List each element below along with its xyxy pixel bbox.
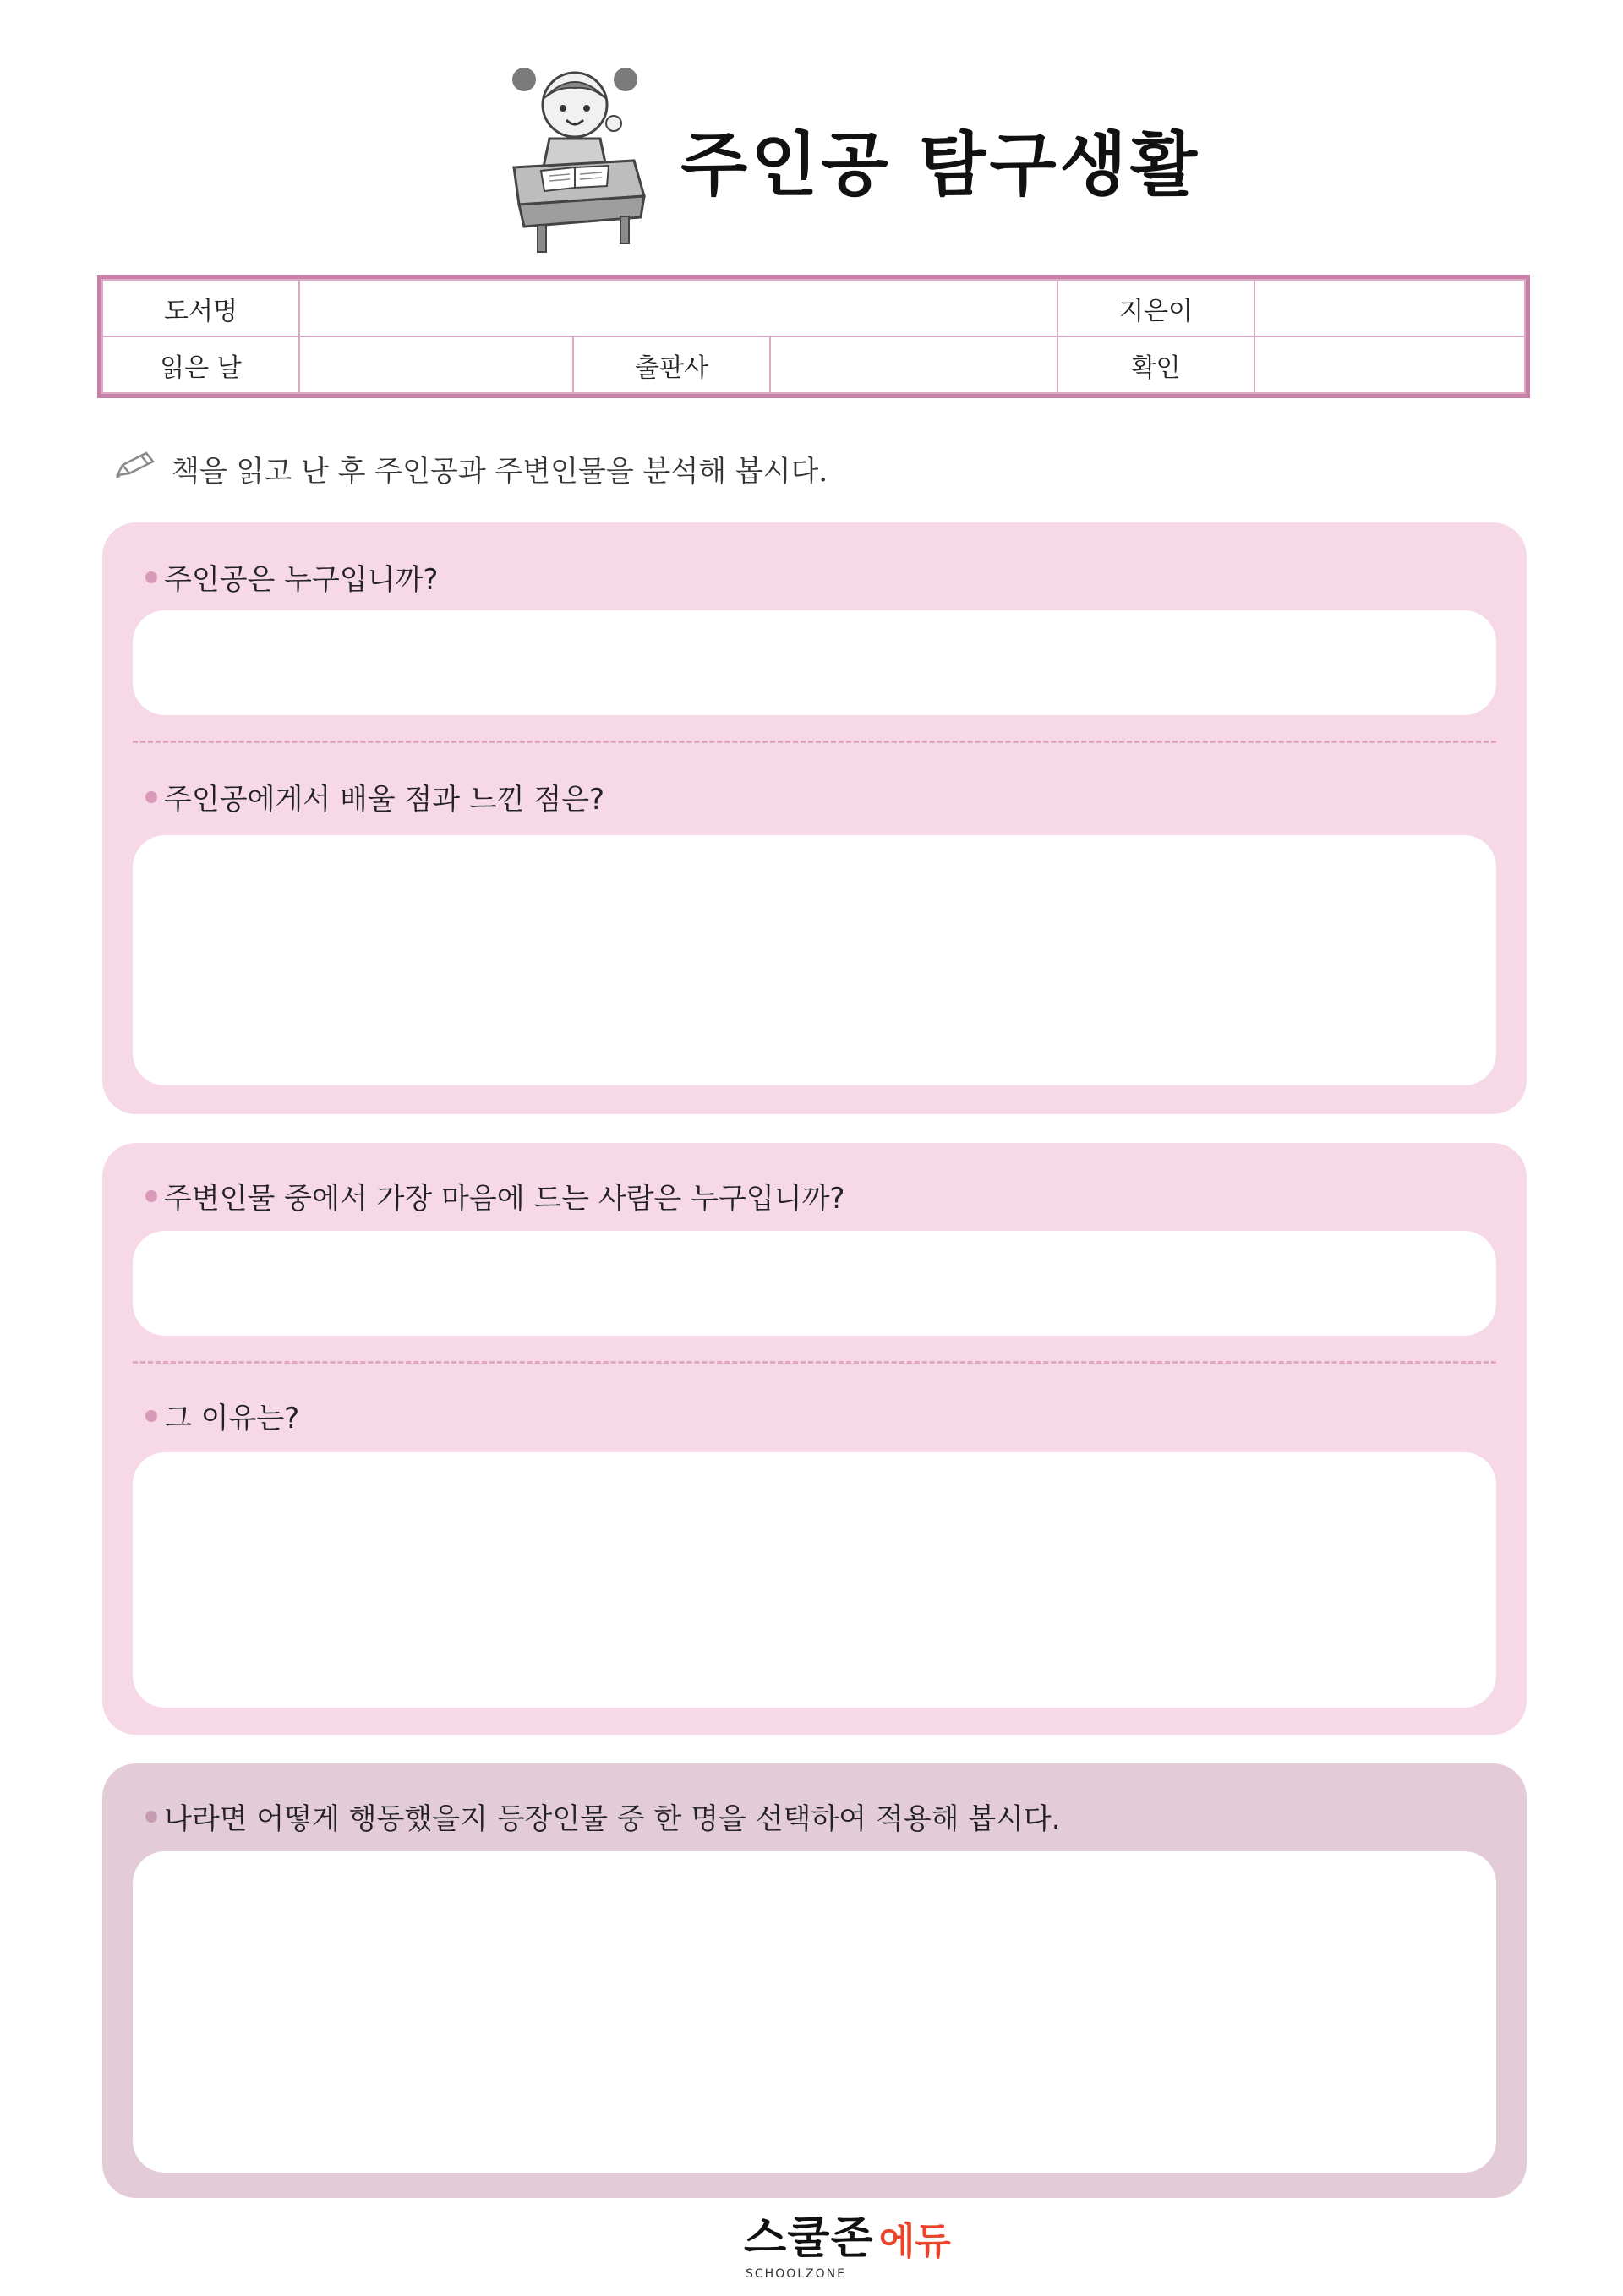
- divider: [133, 1361, 1496, 1364]
- bullet-dot: [145, 1190, 157, 1202]
- answer-favorite-character[interactable]: [133, 1231, 1496, 1336]
- question-favorite-character: [145, 1175, 844, 1216]
- answer-reason[interactable]: [133, 1452, 1496, 1708]
- author-label: 지은이: [1057, 280, 1254, 336]
- book-info-table: [97, 275, 1530, 398]
- question-text: 나라면 어떻게 행동했을지 등장인물 중 한 명을 선택하여 적용해 봅시다.: [164, 1802, 1061, 1836]
- author-field[interactable]: [1254, 280, 1525, 336]
- publisher-label: 출판사: [573, 336, 770, 393]
- instruction-text: 책을 읽고 난 후 주인공과 주변인물을 분석해 봅시다.: [172, 455, 828, 489]
- girl-reading-illustration: [507, 61, 651, 255]
- page-title: 주인공 탐구생활: [680, 125, 1201, 205]
- read-date-label: 읽은 날: [102, 336, 299, 393]
- logo-main-text: 스쿨존: [744, 2213, 874, 2264]
- pencil-icon: [114, 450, 156, 488]
- question-text: 그 이유는?: [164, 1402, 300, 1435]
- confirm-label: 확인: [1057, 336, 1254, 393]
- answer-protagonist[interactable]: [133, 610, 1496, 715]
- question-text: 주변인물 중에서 가장 마음에 드는 사람은 누구입니까?: [164, 1182, 845, 1216]
- book-title-label: 도서명: [102, 280, 299, 336]
- bullet-dot: [145, 1811, 157, 1823]
- question-protagonist: [145, 556, 438, 598]
- confirm-field[interactable]: [1254, 336, 1525, 393]
- read-date-field[interactable]: [299, 336, 573, 393]
- question-text: 주인공은 누구입니까?: [164, 563, 439, 597]
- question-apply-yourself: [145, 1796, 1061, 1837]
- divider: [133, 741, 1496, 743]
- instruction-line: [114, 448, 828, 489]
- question-text: 주인공에게서 배울 점과 느낀 점은?: [164, 783, 605, 817]
- logo-sub-text: SCHOOLZONE: [746, 2267, 846, 2281]
- bullet-dot: [145, 791, 157, 803]
- question-reason: [145, 1395, 299, 1436]
- answer-apply-yourself[interactable]: [133, 1851, 1496, 2173]
- publisher-field[interactable]: [770, 336, 1057, 393]
- book-title-field[interactable]: [299, 280, 1057, 336]
- question-lessons: [145, 776, 604, 817]
- bullet-dot: [145, 1410, 157, 1422]
- answer-lessons[interactable]: [133, 835, 1496, 1085]
- logo-accent-text: 에듀: [878, 2220, 951, 2263]
- bullet-dot: [145, 571, 157, 583]
- schoolzone-logo: [744, 2213, 951, 2281]
